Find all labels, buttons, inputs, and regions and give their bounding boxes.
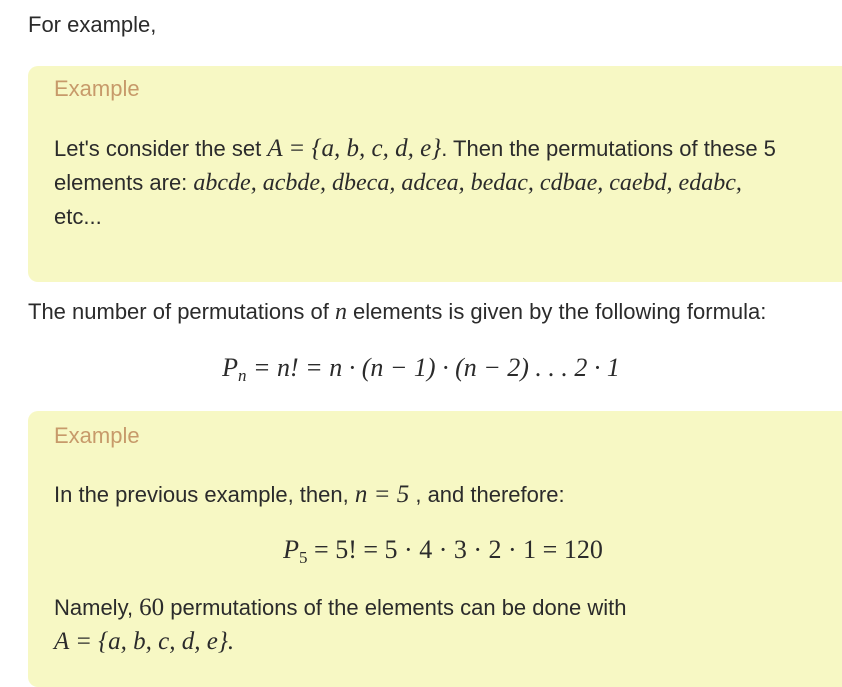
p5-equation <box>28 534 842 565</box>
example2-conclusion <box>54 591 838 659</box>
formula-intro-var: n <box>334 299 347 325</box>
conclusion-after: permutations of the elements can be done with <box>164 595 627 620</box>
p5-subscript: 5 <box>299 548 308 567</box>
p5-rhs: = 5! = 5 · 4 · 3 · 2 · 1 = 120 <box>307 535 603 564</box>
example2-line1-after: , and therefore: <box>409 482 565 507</box>
formula-subscript: n <box>237 366 247 385</box>
example-box-1 <box>28 66 842 282</box>
example-text-mid: . Then the permutations of these 5 elements are: <box>54 136 776 195</box>
permutation-formula <box>0 352 842 383</box>
formula-intro <box>28 297 766 327</box>
example-text <box>54 132 838 234</box>
conclusion-before: Namely, <box>54 595 140 620</box>
formula-symbol: P <box>222 353 238 382</box>
example-title: Example <box>54 423 140 448</box>
set-expression: A = {a, b, c, d, e} <box>267 135 442 162</box>
conclusion-number: 60 <box>139 594 165 621</box>
example-title: Example <box>54 76 140 101</box>
formula-intro-before: The number of permutations of <box>28 299 335 324</box>
p5-symbol: P <box>283 535 300 564</box>
formula-intro-after: elements is given by the following formula: <box>346 299 767 324</box>
conclusion-set: A = {a, b, c, d, e}. <box>54 628 235 655</box>
intro-text: For example, <box>28 12 157 37</box>
example-text-end: etc... <box>54 204 102 229</box>
example-box-2 <box>28 411 842 687</box>
example2-line1 <box>54 478 838 512</box>
example-text-before: Let's consider the set <box>54 136 268 161</box>
example2-line1-before: In the previous example, then, <box>54 482 355 507</box>
formula-rhs: = n! = n · (n − 1) · (n − 2) . . . 2 · 1 <box>246 353 620 382</box>
n-value: n = 5 <box>354 481 410 508</box>
permutation-list: abcde, acbde, dbeca, adcea, bedac, cdbae, caebd, edabc, <box>193 170 742 196</box>
